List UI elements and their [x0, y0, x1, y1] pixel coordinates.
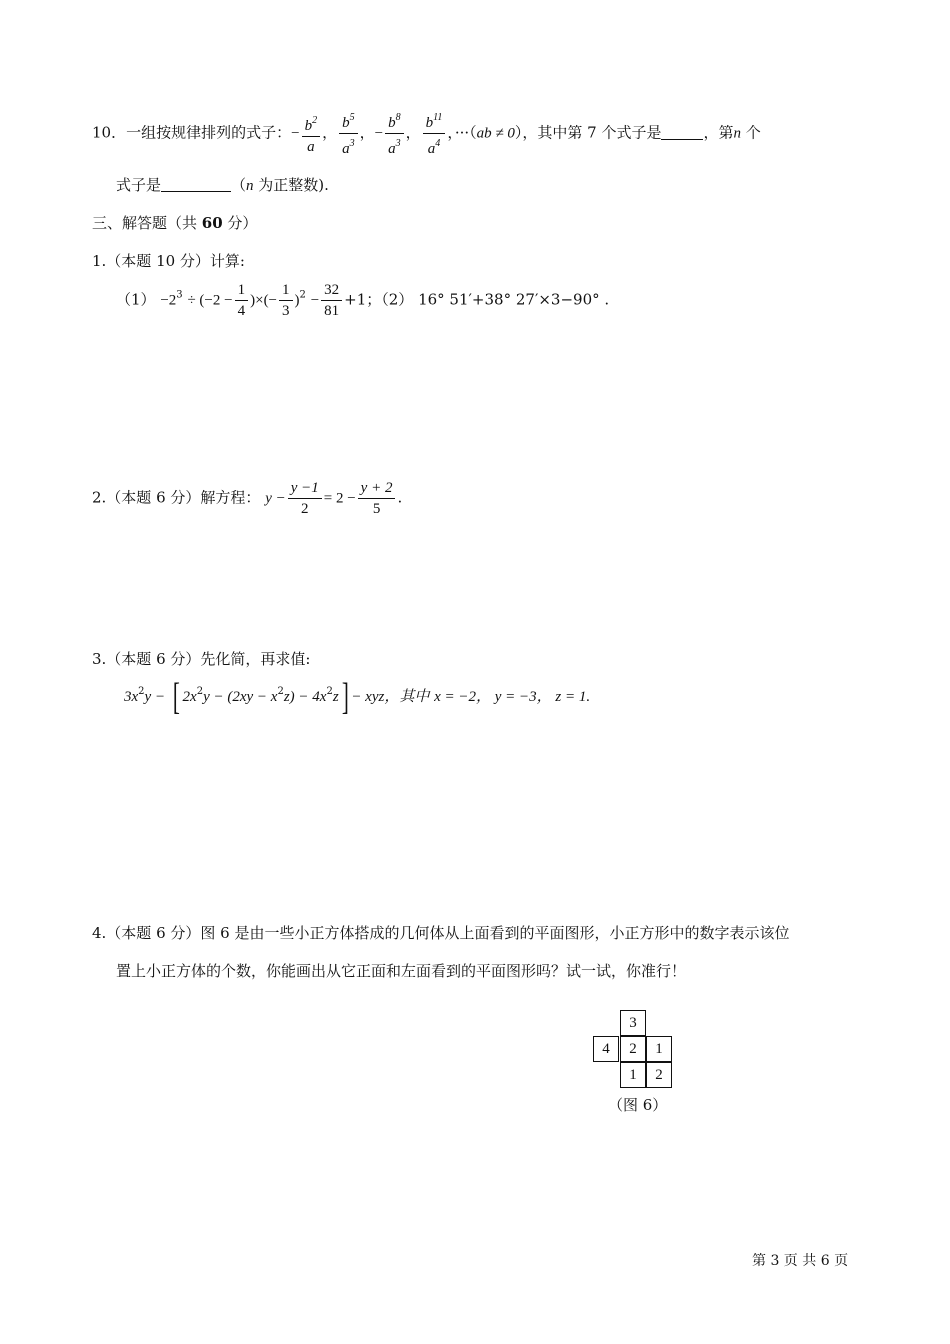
numerator: b — [425, 115, 434, 131]
section-label: 三、解答题（共 — [92, 214, 202, 232]
fraction-1-3 — [279, 280, 293, 321]
term: +1；（2） 16° 51′+38° 27′×3−90° . — [344, 290, 610, 309]
exponent: 2 — [196, 686, 204, 697]
numerator: y −1 — [288, 478, 322, 499]
term: )×(− — [250, 292, 278, 309]
numerator: b — [342, 115, 350, 131]
numerator: y + 2 — [358, 478, 396, 499]
denominator: a — [427, 141, 436, 157]
numerator: b — [388, 115, 396, 131]
denominator: 4 — [237, 303, 246, 319]
question-10-line2 — [116, 174, 329, 195]
term: 3x — [124, 689, 139, 705]
page-footer: 第 3 页 共 6 页 — [752, 1253, 849, 1269]
question-10-ask-n: ，第 — [703, 123, 734, 142]
section-score: 60 — [201, 214, 223, 232]
term: y − — [144, 689, 166, 705]
term: z — [332, 689, 339, 705]
section-label-end: 分） — [222, 214, 258, 232]
fraction-term-1 — [302, 111, 321, 157]
question-10-line2-text: 式子是 — [116, 176, 162, 194]
question-10-ask: ），其中第 7 个式子是 — [514, 123, 662, 142]
numerator: 1 — [235, 280, 249, 301]
problem-3-title: 3.（本题 6 分）先化简，再求值: — [92, 650, 311, 668]
figure-6-caption: （图 6） — [608, 1096, 668, 1114]
fraction-y-minus-1 — [288, 478, 322, 519]
numerator: b — [304, 117, 313, 134]
fraction-term-2 — [339, 108, 358, 159]
denominator: a — [388, 141, 396, 157]
problem-1-expression — [116, 280, 609, 321]
problem-2-title: 2.（本题 6 分）解方程： — [92, 488, 261, 507]
fraction-y-plus-2 — [358, 478, 396, 519]
answer-blank-7th[interactable] — [661, 123, 703, 140]
term: y − — [265, 490, 286, 507]
problem-4-line1: 4.（本题 6 分）图 6 是由一些小正方体搭成的几何体从上面看到的平面图形，小正方形中的数字表示该位 — [92, 924, 790, 942]
variable-n: n — [246, 178, 254, 194]
problem-3-expression — [124, 676, 591, 718]
denominator: 5 — [372, 501, 381, 517]
term: 2x — [182, 689, 197, 705]
term: = 2 − — [323, 490, 356, 507]
problem-2 — [92, 478, 402, 519]
right-bracket-icon: ] — [341, 676, 349, 718]
part-label: （1） — [116, 290, 156, 309]
denominator: 2 — [300, 501, 309, 517]
exponent: 11 — [433, 112, 443, 123]
question-10-line1: 10．一组按规律排列的式子：− $\frac{b^2}{a}$ ， $\frac{b^5}{a^3}$ ，− $\frac{b^8}{a^3}$ ， $\frac{b^{11}}{a^4}$ ，···（ab ≠ 0），其中第 7 个式子是 ，第n 个 — [92, 108, 761, 159]
grid-cell: 2 — [646, 1062, 672, 1088]
exponent: 5 — [349, 112, 355, 123]
given-values: x = −2， y = −3， z = 1. — [434, 689, 591, 705]
term: y − (2xy − x — [203, 689, 278, 705]
variable-n: n — [733, 125, 741, 142]
grid-cell: 1 — [620, 1062, 646, 1088]
section-3-heading — [92, 212, 257, 233]
denominator: a — [342, 141, 350, 157]
grid-cell: 2 — [620, 1036, 646, 1062]
condition: ab ≠ 0 — [476, 125, 515, 142]
fraction-1-4 — [235, 280, 249, 321]
period: . — [397, 488, 403, 507]
question-10-note: 为正整数). — [253, 176, 329, 194]
term: −2 — [160, 292, 177, 309]
question-10-intro: 10．一组按规律排列的式子： — [92, 123, 292, 142]
question-10-ge: 个 — [741, 123, 761, 142]
figure-6-top-view-grid — [593, 1010, 673, 1090]
term-sign: − — [374, 125, 384, 142]
exponent: 4 — [435, 138, 441, 149]
paren: （ — [231, 176, 247, 194]
grid-cell: 4 — [593, 1036, 619, 1062]
exponent: 2 — [299, 289, 306, 301]
term: − xyz，其中 — [351, 689, 430, 705]
denominator: a — [307, 138, 315, 155]
exponent: 3 — [395, 138, 401, 149]
grid-cell: 1 — [646, 1036, 672, 1062]
exponent: 2 — [312, 114, 318, 126]
term: ) — [294, 292, 300, 309]
exponent: 2 — [277, 686, 284, 697]
problem-1-title: 1.（本题 10 分）计算: — [92, 252, 245, 270]
numerator: 1 — [279, 280, 293, 301]
answer-blank-nth[interactable] — [161, 175, 231, 192]
ellipsis: ，···（ — [447, 123, 477, 142]
exponent: 2 — [138, 686, 145, 697]
fraction-term-3 — [385, 108, 404, 159]
exponent: 8 — [395, 112, 401, 123]
problem-4-line2: 置上小正方体的个数，你能画出从它正面和左面看到的平面图形吗？试一试，你准行！ — [116, 962, 687, 980]
grid-cell: 3 — [620, 1010, 646, 1036]
term: z) − 4x — [283, 689, 327, 705]
denominator: 81 — [324, 303, 340, 319]
left-bracket-icon: [ — [172, 676, 180, 718]
term-sign: − — [291, 125, 300, 142]
numerator: 32 — [321, 280, 342, 301]
exponent: 2 — [326, 686, 333, 697]
fraction-term-4 — [423, 108, 446, 159]
fraction-32-81 — [321, 280, 342, 321]
term: ÷ (−2 − — [187, 292, 233, 309]
term: − — [310, 292, 320, 309]
denominator: 3 — [282, 303, 290, 319]
exponent: 3 — [349, 138, 355, 149]
exponent: 3 — [176, 289, 183, 301]
